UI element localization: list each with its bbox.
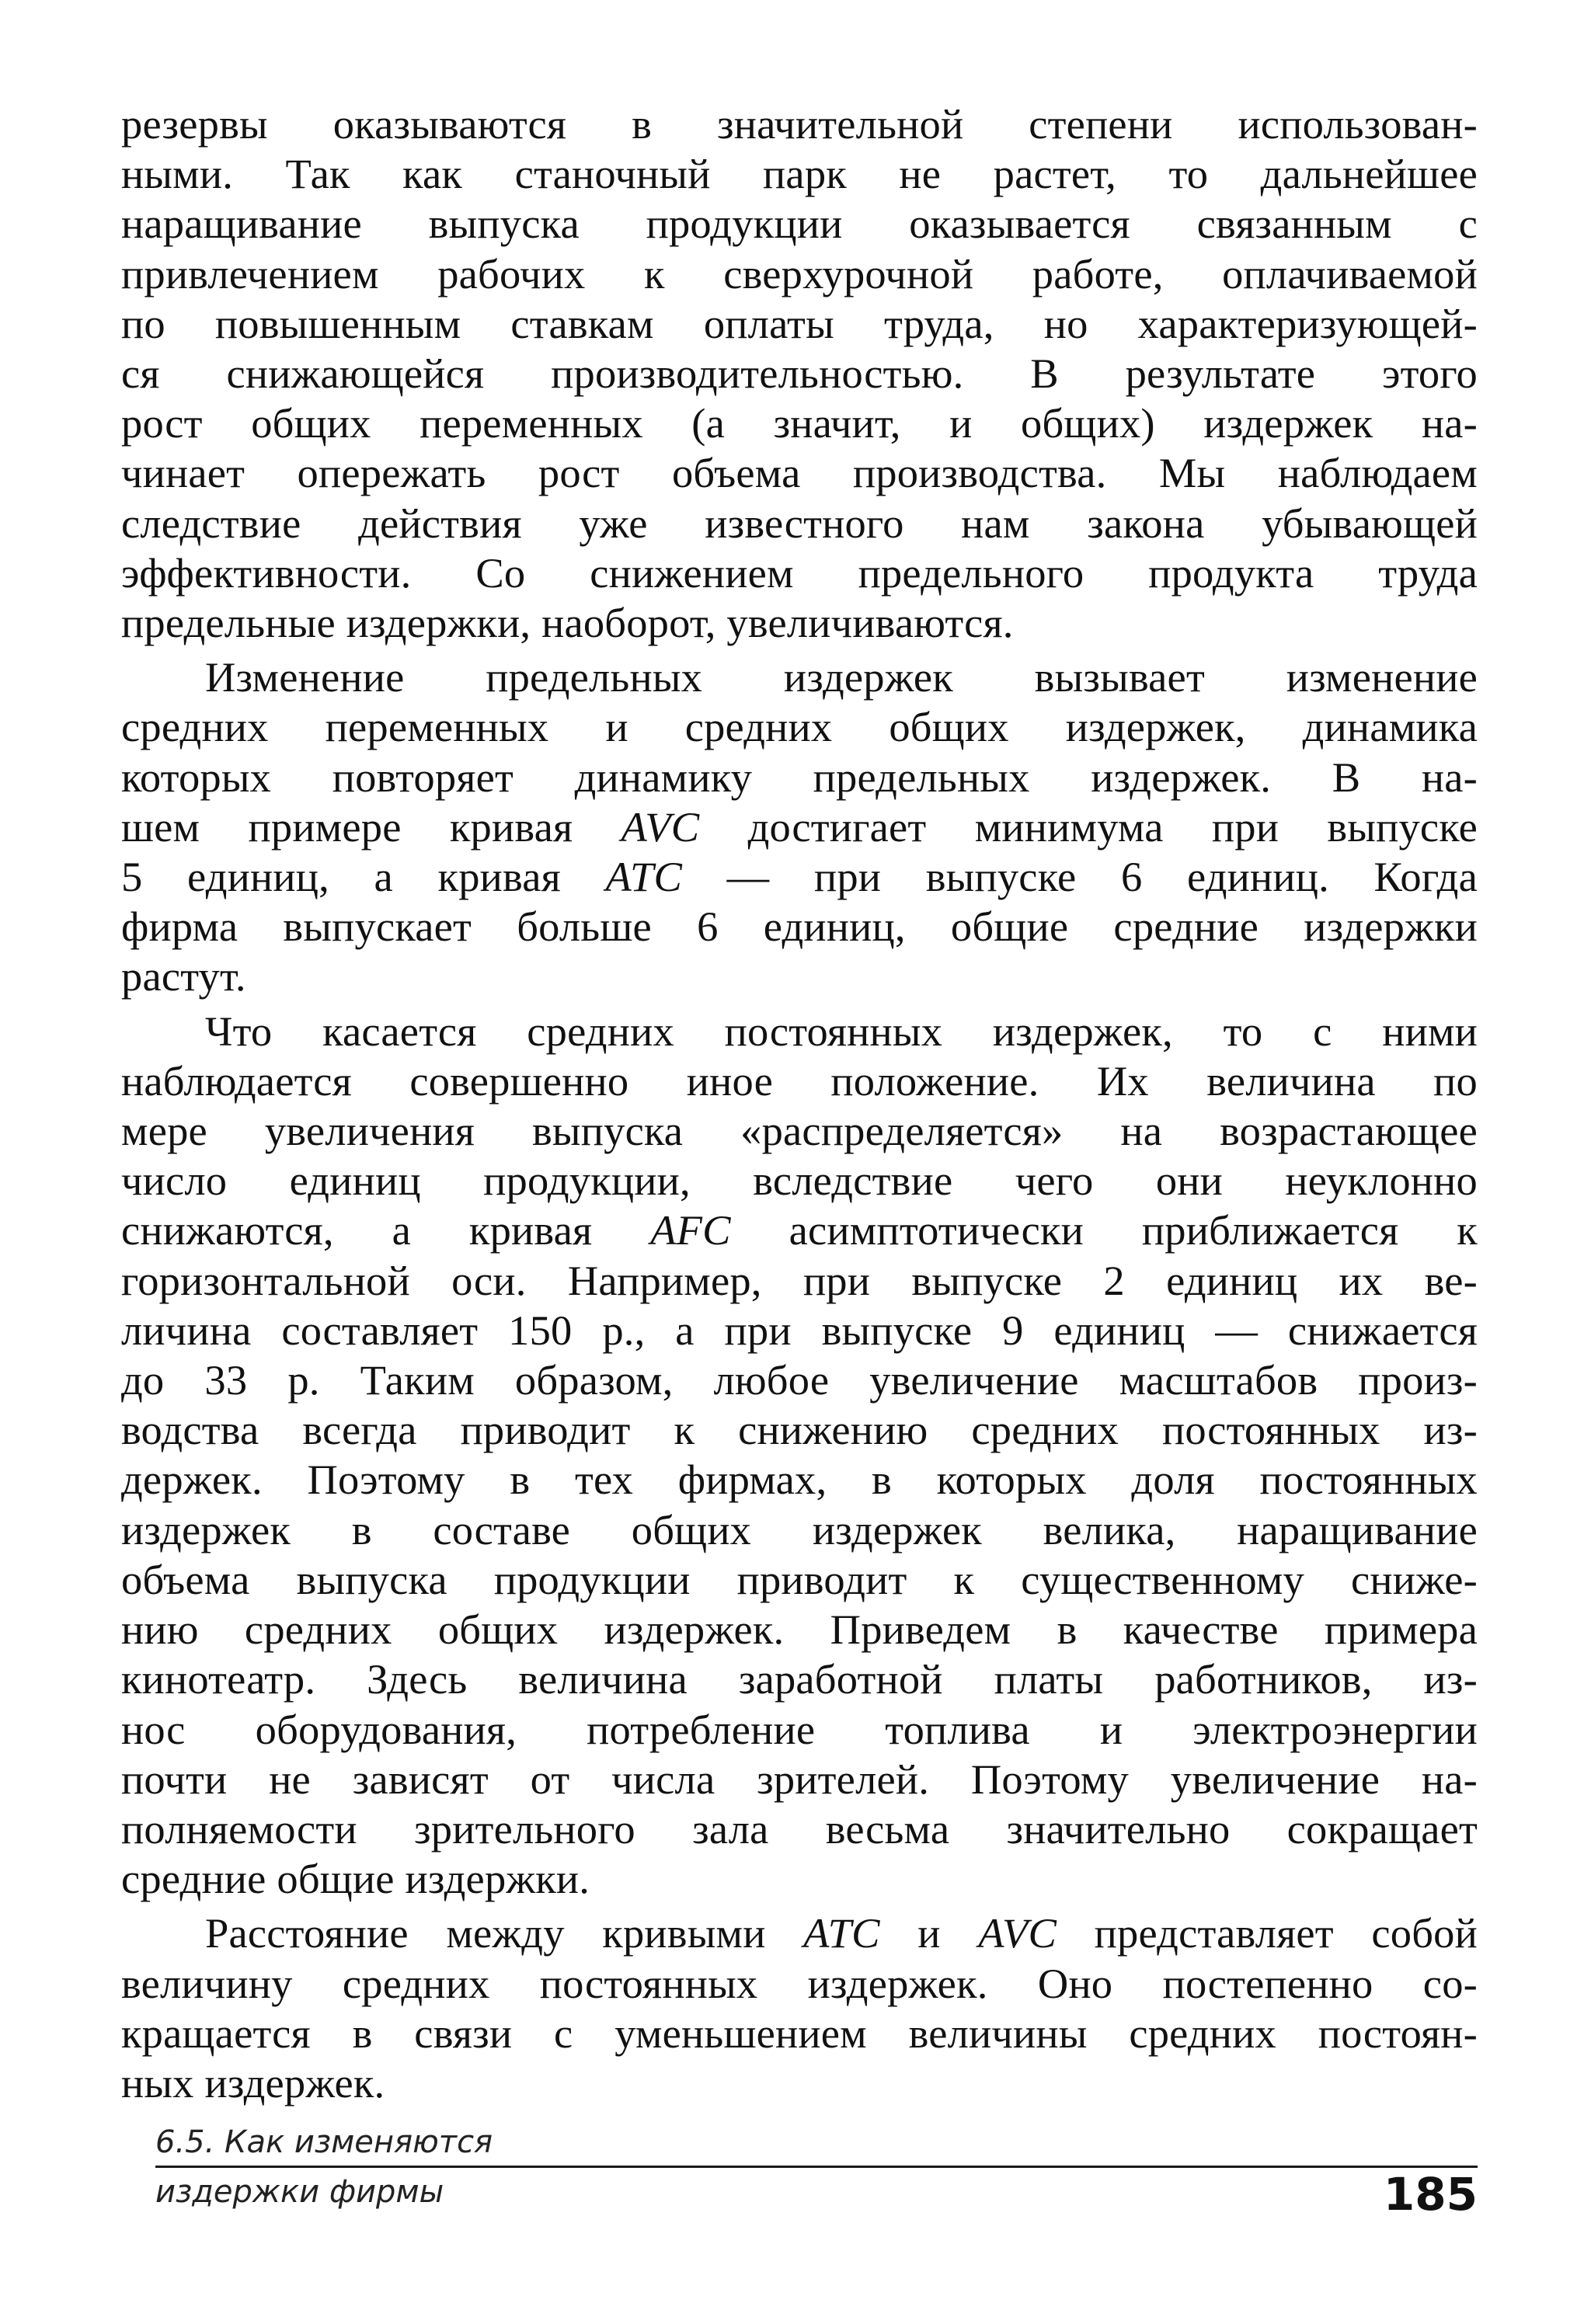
text-line: издержек в составе общих издержек велика, наращивание [121, 1505, 1478, 1553]
text-line: рост общих переменных (а значит, и общих) издержек на- [121, 399, 1478, 447]
curve-abbreviation: ATC [803, 1909, 880, 1957]
text-line: шем примере кривая AVC достигает минимума при выпуске [121, 802, 1478, 851]
running-section-title-continued: издержки фирмы [155, 2174, 444, 2210]
paragraph-3 [121, 1007, 1478, 1905]
text-line: следствие действия уже известного нам закона убывающей [121, 499, 1478, 547]
page-number: 185 [1383, 2168, 1478, 2221]
curve-abbreviation: AFC [650, 1206, 731, 1254]
text-line: 5 единиц, а кривая ATC — при выпуске 6 единиц. Когда [121, 853, 1478, 901]
text-line: кращается в связи с уменьшением величины средних постоян- [121, 2009, 1478, 2057]
text-line: резервы оказываются в значительной степени использован- [121, 100, 1478, 148]
page-body [121, 99, 1478, 2108]
paragraph-1 [121, 99, 1478, 648]
text-line: растут. [121, 952, 246, 1000]
text-line: число единиц продукции, вследствие чего они неуклонно [121, 1157, 1478, 1205]
text-line: водства всегда приводит к снижению средних постоянных из- [121, 1406, 1478, 1454]
text-line: эффективности. Со снижением предельного продукта труда [121, 548, 1478, 597]
running-section-title: 6.5. Как изменяются [155, 2124, 493, 2160]
curve-abbreviation: AVC [978, 1909, 1057, 1957]
text-line: снижаются, а кривая AFC асимптотически приближается к [121, 1206, 1478, 1254]
text-line: полняемости зрительного зала весьма значительно сокращает [121, 1804, 1478, 1853]
text-line: по повышенным ставкам оплаты труда, но характеризующей- [121, 299, 1478, 347]
text-line: чинает опережать рост объема производства. Мы наблюдаем [121, 449, 1478, 497]
text-line: Изменение предельных издержек вызывает изменение [205, 653, 1478, 701]
footer-rule [155, 2166, 1478, 2168]
text-line: объема выпуска продукции приводит к существенному сниже- [121, 1555, 1478, 1603]
text-line: нос оборудования, потребление топлива и электроэнергии [121, 1705, 1478, 1753]
text-line: почти не зависят от числа зрителей. Поэтому увеличение на- [121, 1755, 1478, 1803]
text-line: кинотеатр. Здесь величина заработной платы работников, из- [121, 1655, 1478, 1703]
text-line: величину средних постоянных издержек. Оно постепенно со- [121, 1959, 1478, 2007]
text-line: Расстояние между кривыми ATC и AVC представляет собой [205, 1909, 1478, 1957]
paragraph-2 [121, 652, 1478, 1001]
curve-abbreviation: ATC [605, 853, 683, 901]
text-line: нию средних общих издержек. Приведем в качестве примера [121, 1606, 1478, 1654]
text-line: мере увеличения выпуска «распределяется» на возрастающее [121, 1107, 1478, 1155]
text-line: которых повторяет динамику предельных издержек. В на- [121, 753, 1478, 801]
text-line: наблюдается совершенно иное положение. Их величина по [121, 1056, 1478, 1105]
text-line: личина составляет 150 р., а при выпуске 9 единиц — снижается [121, 1306, 1478, 1354]
text-line: ными. Так как станочный парк не растет, то дальнейшее [121, 150, 1478, 198]
paragraph-4 [121, 1908, 1478, 2108]
text-line: ных издержек. [121, 2058, 385, 2107]
text-line: горизонтальной оси. Например, при выпуске 2 единиц их ве- [121, 1256, 1478, 1304]
text-line: предельные издержки, наоборот, увеличиваются. [121, 599, 1014, 647]
text-line: наращивание выпуска продукции оказывается связанным с [121, 200, 1478, 248]
curve-abbreviation: AVC [621, 802, 700, 851]
text-line: средние общие издержки. [121, 1855, 590, 1903]
page-footer [121, 2120, 1478, 2229]
text-line: держек. Поэтому в тех фирмах, в которых доля постоянных [121, 1456, 1478, 1504]
text-line: до 33 р. Таким образом, любое увеличение масштабов произ- [121, 1356, 1478, 1404]
text-line: средних переменных и средних общих издержек, динамика [121, 703, 1478, 751]
text-line: фирма выпускает больше 6 единиц, общие средние издержки [121, 903, 1478, 951]
text-line: привлечением рабочих к сверхурочной работе, оплачиваемой [121, 249, 1478, 297]
text-line: ся снижающейся производительностью. В результате этого [121, 350, 1478, 398]
text-line: Что касается средних постоянных издержек, то с ними [205, 1007, 1478, 1055]
